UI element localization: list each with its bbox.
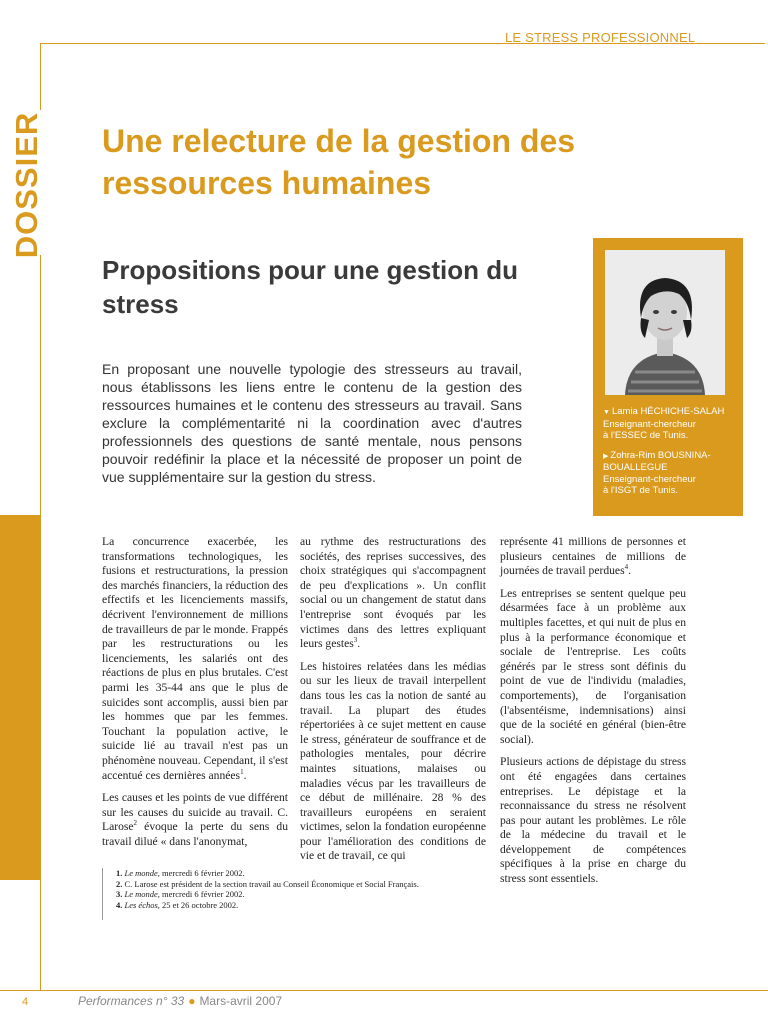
footnote-1: 1. Le monde, mercredi 6 février 2002. <box>116 868 245 878</box>
bottom-rule <box>0 990 768 991</box>
page-number: 4 <box>22 996 29 1008</box>
body-paragraph: Plusieurs actions de dépistage du stress ont été engagées dans certaines entreprises. Le dépistage et la reconnaissance du stress ne résolvent pas pour autant les problèmes. Le rôle de la médecine du travail et le développement de compétences spécifiques à la prise en charge du stress sont essentiels. <box>500 755 686 886</box>
triangle-bullet-icon: ▶ <box>603 452 609 460</box>
author-2-role: Enseignant-chercheur <box>603 473 696 485</box>
body-paragraph: La concurrence exacerbée, les transformations technologiques, les fusions et restructurations, la pression des marchés financiers, la réduction des effectifs et les licenciements massifs, décrivent l'environnement de millions de travailleurs de par le monde. Frappés par les restructurations ou les licenciements, les salariés ont des réactions de plus en plus brutales. C'est parmi les 35-44 ans que le plus de suicides sont accomplis, aussi bien par les hommes que par les femmes. Touchant la population active, le suicide lié au travail n'est pas un phénomène nouveau. Cependant, il s'est accentué ces dernières années$^1$. <box>102 535 288 782</box>
author-list <box>603 406 739 505</box>
footnote-2: 2. C. Larose est président de la section travail au Conseil Économique et Social Français. <box>116 878 419 889</box>
article-subtitle: Propositions pour une gestion du stress <box>102 255 518 319</box>
footnote-4: 4. Les échos, 25 et 26 octobre 2002. <box>116 899 239 910</box>
body-paragraph: au rythme des restructurations des sociétés, des reprises successives, des choix stratégiques qui s'accompagnent de peu d'explications ». Un conflit social ou un changement de statut dans l'entreprise sont évoqués par les victimes dans des lettres expliquant leurs gestes$^3$. <box>300 535 486 651</box>
left-rule-top <box>40 43 41 110</box>
dossier-label-text: DOSSIER <box>9 111 44 259</box>
author-portrait-image <box>605 250 725 395</box>
article-intro: En proposant une nouvelle typologie des stresseurs au travail, nous établissons les liens entre le contenu de la gestion des ressources humaines et le contenu des stresseurs au travail. Sans exclure la complémentarité ni la coordination avec d'autres professionnels des questions de santé mentale, nous pensons pouvoir redéfinir la place et la nécessité de proposer un point de vue supplémentaire sur la gestion du stress. <box>102 361 522 485</box>
publication-name: Performances n° 33 <box>78 994 185 1008</box>
author-1-role: Enseignant-chercheur <box>603 418 696 430</box>
bullet-dot-icon: ● <box>188 994 196 1008</box>
left-rule-middle <box>40 255 41 515</box>
body-paragraph: Les causes et les points de vue différent sur les causes du suicide au travail. C. Larose$^2$ évoque la perte du sens du travail dilué « dans l'anonymat, <box>102 791 288 848</box>
side-color-block <box>0 515 41 880</box>
body-paragraph: Les entreprises se sentent quelque peu désarmées face à un problème aux multiples facettes, et qui nuit de plus en plus à la performance économique et sociale de l'entreprise. Les coûts générés par le stress sont définis du point de vue de l'individu (maladies, comportements), de l'organisation (l'absentéisme, indemnisations) ainsi que de la société en général (bien-être social). <box>500 586 686 746</box>
body-column-1 <box>102 535 288 857</box>
page-footer <box>78 994 282 1008</box>
author-2 <box>603 450 739 497</box>
author-photo <box>605 250 725 395</box>
body-column-3 <box>500 535 686 895</box>
section-label: LE STRESS PROFESSIONNEL <box>505 30 696 45</box>
author-1-institution: à l'ESSEC de Tunis. <box>603 430 689 441</box>
footnote-3: 3. Le monde, mercredi 6 février 2002. <box>116 889 245 899</box>
left-rule-bottom <box>40 880 41 990</box>
issue-date: Mars-avril 2007 <box>199 994 283 1008</box>
body-paragraph: représente 41 millions de personnes et plusieurs centaines de millions de journées de travail perdues$^4$. <box>500 535 686 578</box>
article-title: Une relecture de la gestion des ressources humaines <box>102 123 576 201</box>
author-1-name: Lamia HÉCHICHE-SALAH <box>611 406 725 417</box>
footnotes <box>102 868 502 910</box>
author-1 <box>603 406 739 442</box>
dossier-side-label <box>9 111 45 259</box>
author-2-name: Zohra-Rim BOUSNINA-BOUALLEGUE <box>603 449 711 473</box>
author-2-institution: à l'ISGT de Tunis. <box>603 485 679 496</box>
triangle-bullet-icon: ▼ <box>603 409 610 416</box>
body-paragraph: Les histoires relatées dans les médias ou sur les lieux de travail interpellent dans tous les cas la notion de santé au travail. La plupart des études répertoriées à ce sujet mettent en cause le stress, générateur de souffrance et de pathologies mentales, pour décrire maintes situations, malaises ou maladies vécus par les travailleurs de ce début de millénaire. 28 % des travailleurs européens en seraient victimes, selon la fondation européenne pour l'amélioration des conditions de vie et de travail, ce qui <box>300 659 486 863</box>
author-panel <box>593 238 743 516</box>
body-column-2 <box>300 535 486 872</box>
